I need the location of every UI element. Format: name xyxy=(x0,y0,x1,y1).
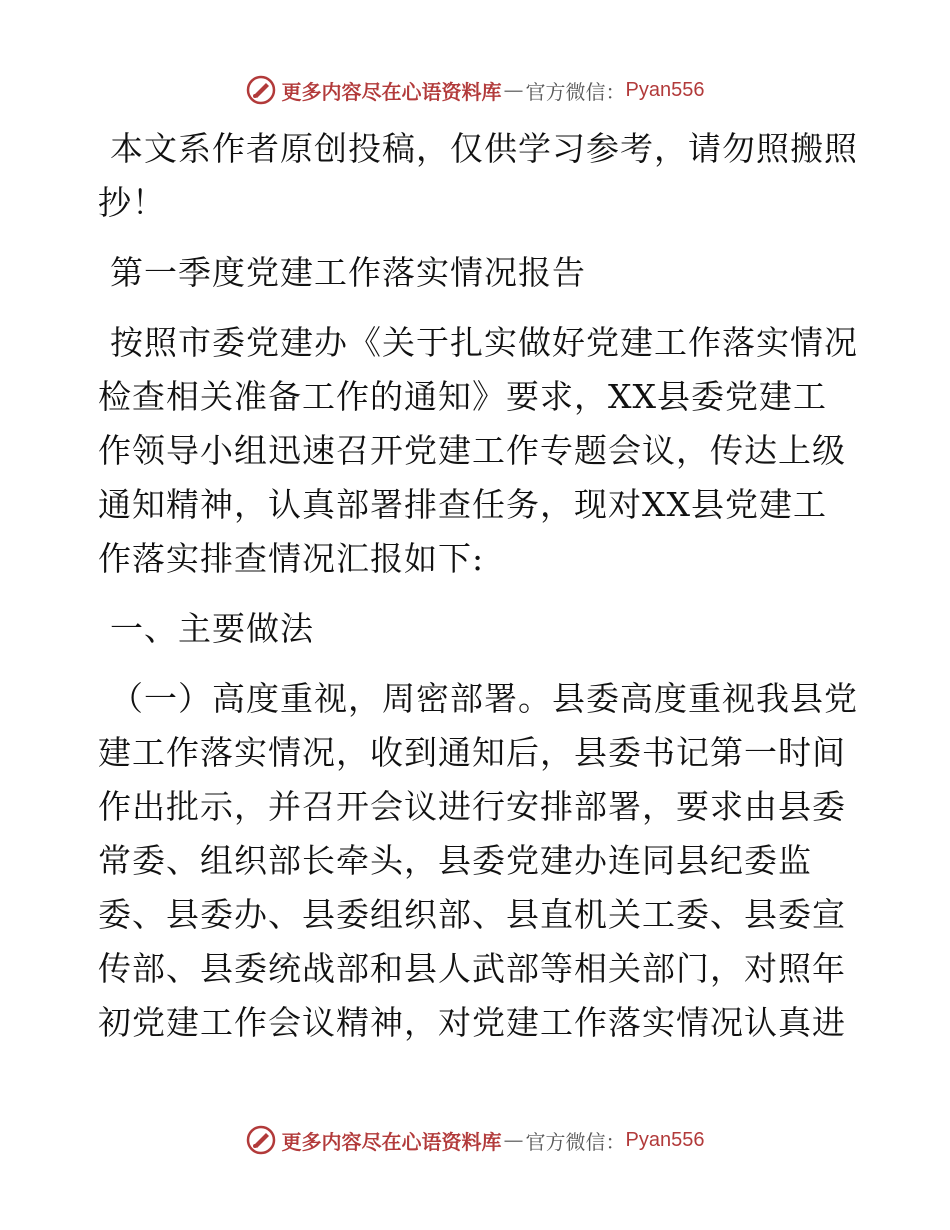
brand-logo-icon xyxy=(246,75,276,105)
watermark-id: Pyan556 xyxy=(625,1128,705,1151)
document-title: 第一季度党建工作落实情况报告 xyxy=(110,253,586,292)
watermark-footer xyxy=(0,1120,950,1160)
watermark-official: 官方微信： xyxy=(525,79,626,104)
watermark-dash: — xyxy=(503,78,524,102)
watermark-brand: 更多内容尽在心语资料库 xyxy=(281,1129,502,1154)
watermark-dash: — xyxy=(503,1128,524,1152)
brand-logo-icon xyxy=(246,1125,276,1155)
watermark-header xyxy=(0,70,950,110)
watermark-brand: 更多内容尽在心语资料库 xyxy=(281,79,502,104)
document-body xyxy=(98,122,858,1066)
notice-paragraph: 本文系作者原创投稿，仅供学习参考，请勿照搬照抄！ xyxy=(98,129,858,222)
watermark-official: 官方微信： xyxy=(525,1129,626,1154)
section-heading-1: 一、主要做法 xyxy=(110,609,314,648)
intro-paragraph: 按照市委党建办《关于扎实做好党建工作落实情况检查相关准备工作的通知》要求，XX县委党建工作领导小组迅速召开党建工作专题会议，传达上级通知精神，认真部署排查任务，现对XX县党建工作落实排查情况汇报如下: xyxy=(98,323,858,578)
watermark-id: Pyan556 xyxy=(625,78,705,101)
subsection-paragraph-1: （一）高度重视，周密部署。县委高度重视我县党建工作落实情况，收到通知后，县委书记第一时间作出批示，并召开会议进行安排部署，要求由县委常委、组织部长牵头，县委党建办连同县纪委监委、县委办、县委组织部、县直机关工委、县委宣传部、县委统战部和县人武部等相关部门，对照年初党建工作会议精神，对党建工作落实情况认真进 xyxy=(98,679,858,1042)
